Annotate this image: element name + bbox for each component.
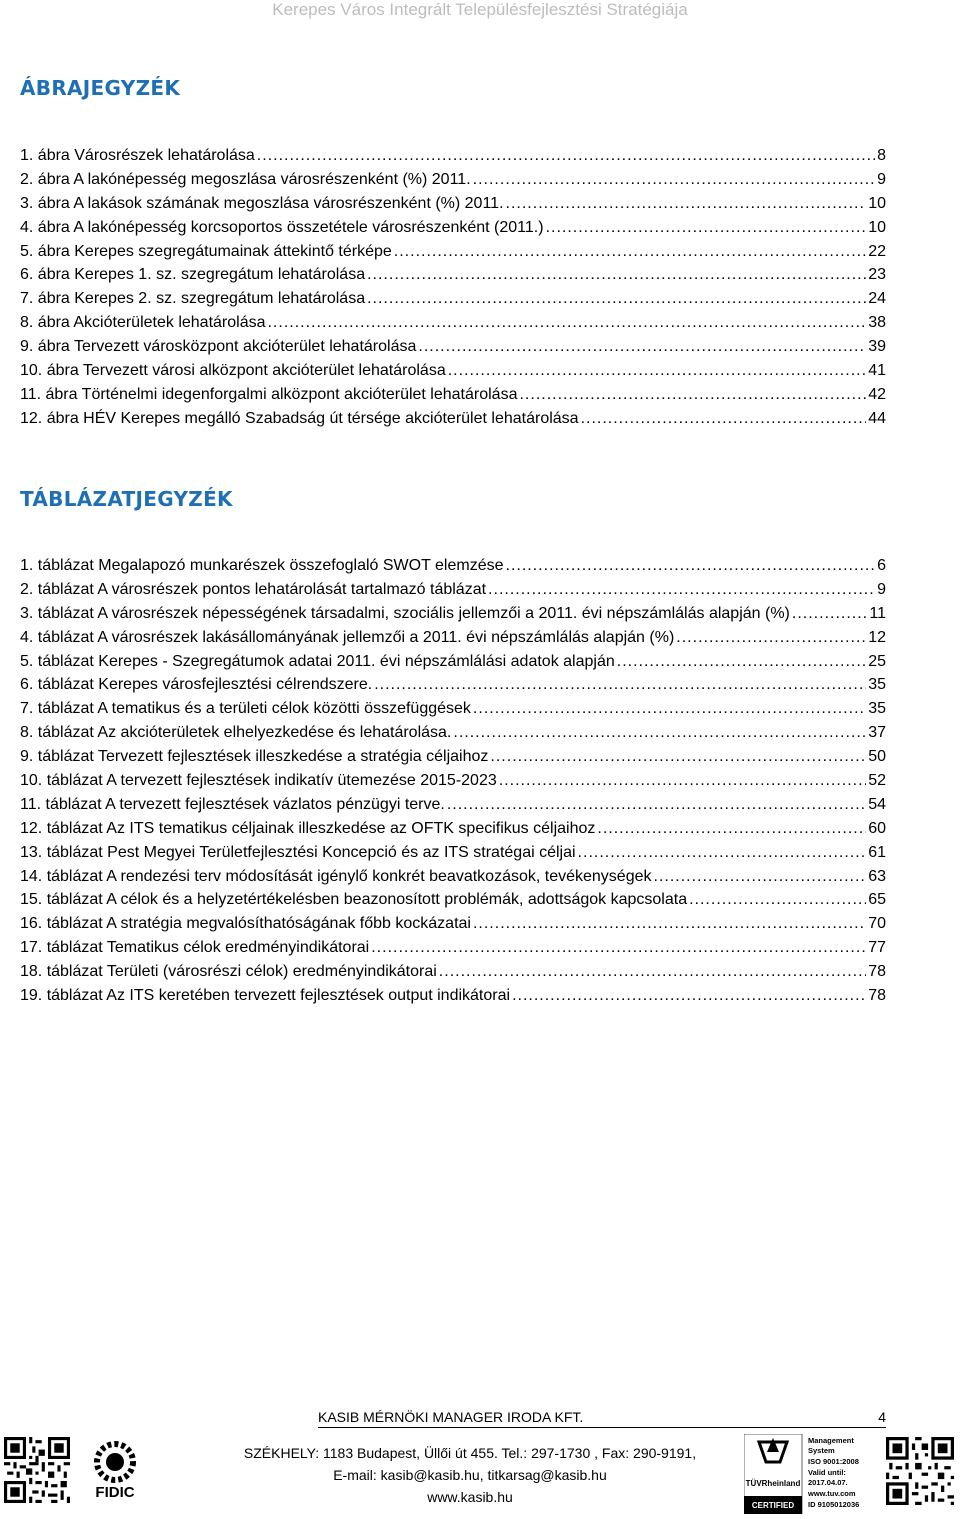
figure-entry[interactable] [20,359,886,383]
dot-leader [689,888,866,912]
figure-entry[interactable] [20,168,886,192]
figure-entry-page: 22 [868,242,886,260]
dot-leader [453,721,866,745]
figure-entry-page: 9 [877,170,886,188]
tables-heading: TÁBLÁZATJEGYZÉK [20,487,233,511]
dot-leader [367,287,866,311]
figure-entry-page: 10 [868,218,886,236]
table-entry[interactable] [20,745,886,769]
dot-leader [546,216,867,240]
figure-entry-page: 8 [877,147,886,164]
table-entry-title: 18. táblázat Területi (városrészi célok) eredményindikátorai [20,963,437,981]
table-entry[interactable] [20,673,886,697]
table-entry-page: 60 [868,819,886,837]
figures-toc [20,144,886,431]
table-entry-page: 54 [868,795,886,813]
dot-leader [653,865,866,889]
dot-leader [792,602,868,626]
table-entry[interactable] [20,578,886,602]
fidic-label: FIDIC [95,1484,135,1501]
figure-entry[interactable] [20,383,886,407]
figure-entry-page: 23 [868,266,886,284]
dot-leader [267,311,866,335]
cert-line3: ISO 9001:2008 [808,1457,859,1466]
footer-rule [318,1407,886,1428]
table-entry-title: 5. táblázat Kerepes - Szegregátumok adatai 2011. évi népszámlálási adatok alapján [20,652,615,670]
figure-entry-title: 6. ábra Kerepes 1. sz. szegregátum lehatárolása [20,266,366,284]
dot-leader [512,984,866,1008]
figure-entry-title: 2. ábra A lakónépesség megoszlása városrészenként (%) 2011. [20,170,471,188]
figure-entry[interactable] [20,287,886,311]
table-entry[interactable] [20,626,886,650]
cert-line1: Management [808,1436,854,1445]
footer-address: SZÉKHELY: 1183 Budapest, Üllői út 455. Tel.: 297-1730 , Fax: 290-9191, [243,1445,697,1461]
figure-entry-title: 9. ábra Tervezett városközpont akcióterület lehatárolása [20,338,417,356]
dot-leader [394,240,866,264]
table-entry-title: 9. táblázat Tervezett fejlesztések illeszkedése a stratégia céljaihoz [20,748,489,766]
table-entry[interactable] [20,697,886,721]
figure-entry[interactable] [20,216,886,240]
table-entry-page: 78 [868,987,886,1005]
table-entry-page: 50 [868,748,886,766]
figure-entry[interactable] [20,144,886,168]
table-entry-title: 13. táblázat Pest Megyei Területfejlesztési Koncepció és az ITS stratégai céljai [20,843,576,861]
dot-leader [447,793,866,817]
dot-leader [439,960,866,984]
table-entry-page: 11 [869,604,886,622]
figure-entry-page: 41 [868,362,886,380]
cert-line4: Valid until: [808,1468,846,1477]
table-entry[interactable] [20,721,886,745]
table-entry-page: 63 [868,867,886,885]
dot-leader [499,769,866,793]
dot-leader [473,697,866,721]
tuv-status: CERTIFIED [751,1501,795,1510]
figure-entry[interactable] [20,407,886,431]
dot-leader [617,650,866,674]
table-entry-title: 19. táblázat Az ITS keretében tervezett fejlesztések output indikátorai [20,987,511,1005]
dot-leader [473,168,875,192]
table-entry[interactable] [20,936,886,960]
fidic-logo-icon [72,1437,158,1503]
figure-entry[interactable] [20,311,886,335]
cert-line7: ID 9105012036 [808,1500,860,1509]
figure-entry-title: 8. ábra Akcióterületek lehatárolása [20,314,266,332]
table-entry-title: 17. táblázat Tematikus célok eredményindikátorai [20,939,370,957]
table-entry-title: 6. táblázat Kerepes városfejlesztési célrendszere. [20,676,373,694]
table-entry[interactable] [20,984,886,1008]
figure-entry-page: 44 [868,409,886,427]
cert-line6: www.tuv.com [808,1489,856,1498]
table-entry-page: 6 [877,557,886,574]
table-entry-title: 1. táblázat Megalapozó munkarészek összefoglaló SWOT elemzése [20,557,504,574]
cert-line5: 2017.04.07. [808,1478,848,1487]
qr-code-right-icon [886,1437,954,1505]
table-entry-page: 52 [868,772,886,790]
dot-leader [488,578,875,602]
table-entry-page: 70 [868,915,886,933]
table-entry-title: 11. táblázat A tervezett fejlesztések vázlatos pénzügyi terve. [20,795,445,813]
table-entry-title: 4. táblázat A városrészek lakásállományának jellemzői a 2011. évi népszámlálás alapján (%) [20,628,675,646]
figure-entry-title: 4. ábra A lakónépesség korcsoportos összetétele városrészenként (2011.) [20,218,544,236]
dot-leader [519,383,866,407]
cert-line2: System [808,1446,835,1455]
dot-leader [473,912,866,936]
figure-entry-title: 10. ábra Tervezett városi alközpont akcióterület lehatárolása [20,362,446,380]
table-entry-title: 14. táblázat A rendezési terv módosítását igénylő konkrét beavatkozások, tevékenységek [20,867,652,885]
table-entry-page: 37 [868,724,886,742]
table-entry[interactable] [20,865,886,889]
dot-leader [676,626,866,650]
figure-entry-title: 1. ábra Városrészek lehatárolása [20,147,255,164]
dot-leader [578,841,867,865]
tuv-certificate-icon [744,1434,878,1514]
table-entry-title: 7. táblázat A tematikus és a területi célok közötti összefüggések [20,700,471,718]
table-entry-page: 35 [868,676,886,694]
tuv-brand: TÜVRheinland [745,1479,801,1488]
dot-leader [257,144,875,168]
figure-entry[interactable] [20,240,886,264]
dot-leader [374,673,866,697]
dot-leader [506,192,867,216]
table-entry-title: 15. táblázat A célok és a helyzetértékelésben beazonosított problémák, adottságok kapcsolata [20,891,688,909]
dot-leader [506,554,876,578]
table-entry-title: 2. táblázat A városrészek pontos lehatárolását tartalmazó táblázat [20,580,487,598]
dot-leader [367,263,866,287]
table-entry-page: 61 [868,843,886,861]
figure-entry-title: 5. ábra Kerepes szegregátumainak áttekintő térképe [20,242,392,260]
footer-email: E-mail: kasib@kasib.hu, titkarsag@kasib.hu [333,1467,607,1483]
dot-leader [418,335,866,359]
table-entry-title: 8. táblázat Az akcióterületek elhelyezkedése és lehatárolása. [20,724,452,742]
figure-entry-page: 39 [868,338,886,356]
table-entry-page: 77 [868,939,886,957]
tables-toc [20,554,886,1008]
table-entry[interactable] [20,841,886,865]
table-entry-title: 10. táblázat A tervezett fejlesztések indikatív ütemezése 2015-2023 [20,772,497,790]
table-entry-page: 25 [868,652,886,670]
dot-leader [371,936,866,960]
footer-company: KASIB MÉRNÖKI MANAGER IRODA KFT. [318,1409,584,1425]
qr-code-icon [4,1437,70,1503]
figure-entry-page: 24 [868,290,886,308]
table-entry-page: 9 [877,580,886,598]
figure-entry-page: 42 [868,385,886,403]
figure-entry-page: 10 [868,194,886,212]
dot-leader [490,745,866,769]
table-entry[interactable] [20,650,886,674]
dot-leader [448,359,866,383]
figure-entry[interactable] [20,263,886,287]
table-entry-title: 3. táblázat A városrészek népességének társadalmi, szociális jellemzői a 2011. évi népszámlálás alapján (%) [20,604,790,622]
footer-web: www.kasib.hu [427,1489,513,1505]
figure-entry[interactable] [20,192,886,216]
figure-entry-title: 11. ábra Történelmi idegenforgalmi alközpont akcióterület lehatárolása [20,385,518,403]
table-entry[interactable] [20,602,886,626]
running-header: Kerepes Város Integrált Településfejlesztési Stratégiája [272,0,688,19]
figure-entry-page: 38 [868,314,886,332]
table-entry-page: 65 [868,891,886,909]
table-entry[interactable] [20,912,886,936]
table-entry-title: 16. táblázat A stratégia megvalósíthatóságának főbb kockázatai [20,915,471,933]
page-number: 4 [878,1409,886,1425]
table-entry[interactable] [20,554,886,578]
dot-leader [597,817,866,841]
table-entry-title: 12. táblázat Az ITS tematikus céljainak illeszkedése az OFTK specifikus céljaihoz [20,819,596,837]
figure-entry-title: 7. ábra Kerepes 2. sz. szegregátum lehatárolása [20,290,366,308]
table-entry-page: 35 [868,700,886,718]
table-entry-page: 78 [868,963,886,981]
figures-heading: ÁBRAJEGYZÉK [20,76,181,100]
table-entry-page: 12 [868,628,886,646]
figure-entry[interactable] [20,335,886,359]
table-entry[interactable] [20,960,886,984]
table-entry[interactable] [20,769,886,793]
table-entry[interactable] [20,793,886,817]
table-entry[interactable] [20,817,886,841]
figure-entry-title: 12. ábra HÉV Kerepes megálló Szabadság út térsége akcióterület lehatárolása [20,409,579,427]
figure-entry-title: 3. ábra A lakások számának megoszlása városrészenként (%) 2011. [20,194,504,212]
table-entry[interactable] [20,888,886,912]
dot-leader [581,407,867,431]
